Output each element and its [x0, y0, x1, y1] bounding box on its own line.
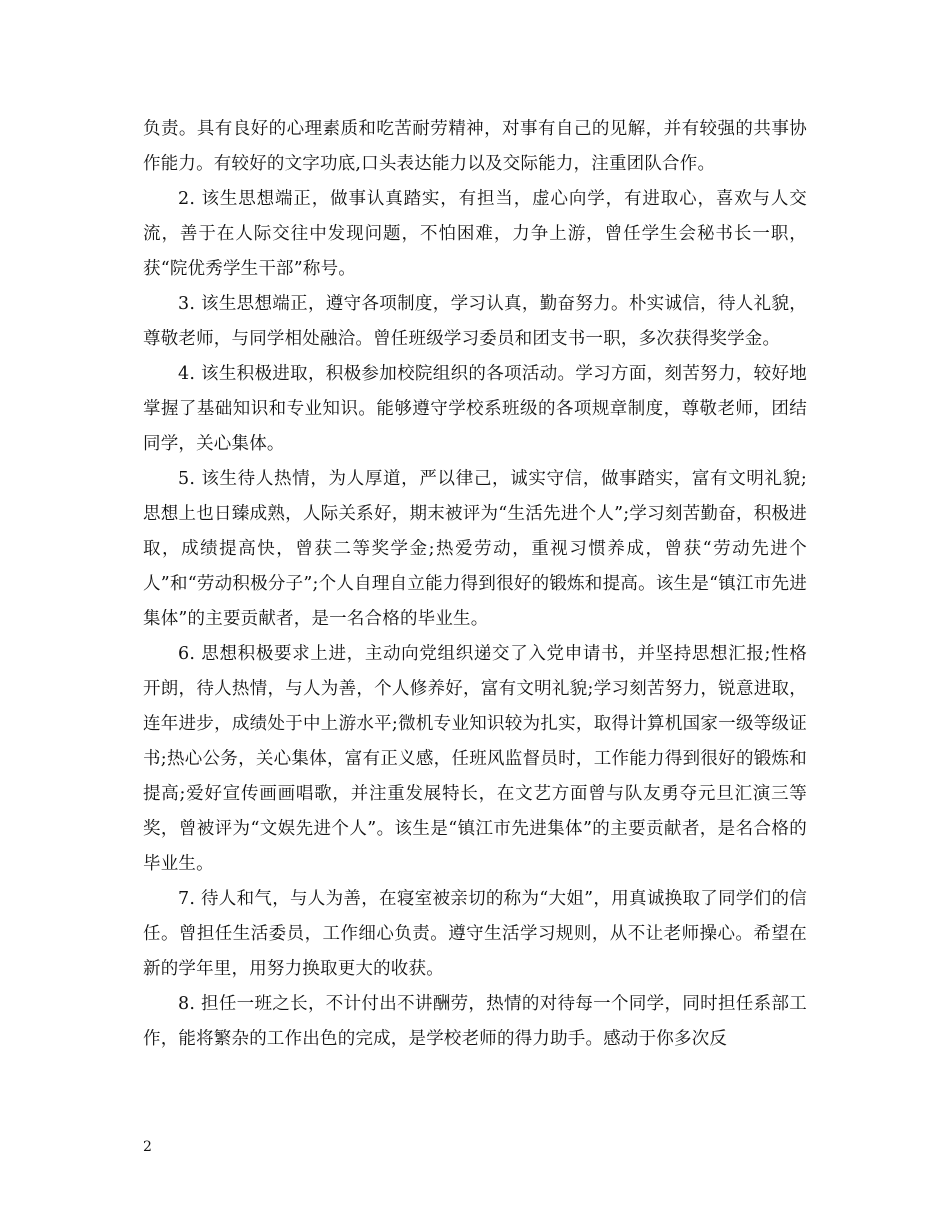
- paragraph-item-7: 7. 待人和气，与人为善，在寝室被亲切的称为“大姐”，用真诚换取了同学们的信任。曾担任生活委员，工作细心负责。遵守生活学习规则，从不让老师操心。希望在新的学年里，用努力换取更大的收获。: [143, 889, 807, 979]
- paragraph-continuation: 负责。具有良好的心理素质和吃苦耐劳精神，对事有自己的见解，并有较强的共事协作能力。有较好的文字功底,口头表达能力以及交际能力，注重团队合作。: [143, 119, 807, 174]
- document-body: [143, 112, 807, 1057]
- paragraph-item-5: 5. 该生待人热情，为人厚道，严以律己，诚实守信，做事踏实，富有文明礼貌;思想上也日臻成熟，人际关系好，期末被评为“生活先进个人”;学习刻苦勤奋，积极进取，成绩提高快，曾获二等奖学金;热爱劳动，重视习惯养成，曾获“劳动先进个人”和“劳动积极分子”;个人自理自立能力得到很好的锻炼和提高。该生是“镇江市先进集体”的主要贡献者，是一名合格的毕业生。: [143, 469, 807, 629]
- page-number: 2: [143, 1139, 152, 1155]
- paragraph-item-2: 2. 该生思想端正，做事认真踏实，有担当，虚心向学，有进取心，喜欢与人交流，善于在人际交往中发现问题，不怕困难，力争上游，曾任学生会秘书长一职，获“院优秀学生干部”称号。: [143, 189, 807, 279]
- paragraph-item-8: 8. 担任一班之长，不计付出不讲酬劳，热情的对待每一个同学，同时担任系部工作，能将繁杂的工作出色的完成，是学校老师的得力助手。感动于你多次反: [143, 994, 807, 1049]
- paragraph-item-6: 6. 思想积极要求上进，主动向党组织递交了入党申请书，并坚持思想汇报;性格开朗，待人热情，与人为善，个人修养好，富有文明礼貌;学习刻苦努力，锐意进取，连年进步，成绩处于中上游水平;微机专业知识较为扎实，取得计算机国家一级等级证书;热心公务，关心集体，富有正义感，任班风监督员时，工作能力得到很好的锻炼和提高;爱好宣传画画唱歌，并注重发展特长，在文艺方面曾与队友勇夺元旦汇演三等奖，曾被评为“文娱先进个人”。该生是“镇江市先进集体”的主要贡献者，是名合格的毕业生。: [143, 644, 807, 874]
- paragraph-item-3: 3. 该生思想端正，遵守各项制度，学习认真，勤奋努力。朴实诚信，待人礼貌，尊敬老师，与同学相处融洽。曾任班级学习委员和团支书一职，多次获得奖学金。: [143, 294, 807, 349]
- paragraph-item-4: 4. 该生积极进取，积极参加校院组织的各项活动。学习方面，刻苦努力，较好地掌握了基础知识和专业知识。能够遵守学校系班级的各项规章制度，尊敬老师，团结同学，关心集体。: [143, 364, 807, 454]
